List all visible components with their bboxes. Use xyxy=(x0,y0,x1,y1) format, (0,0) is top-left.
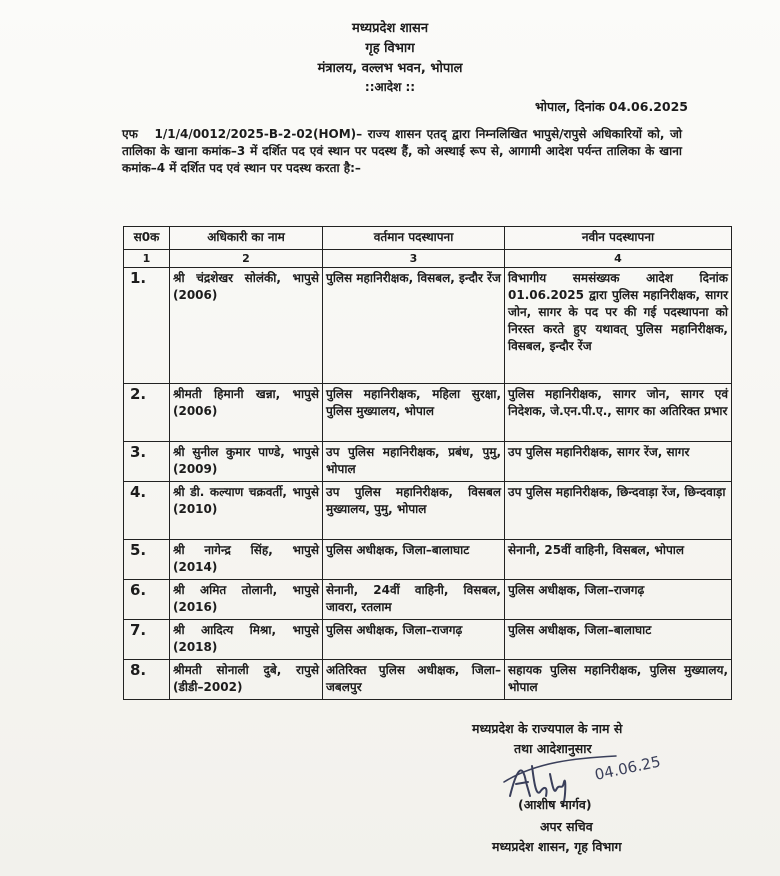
serial-number: 7. xyxy=(124,620,170,660)
new-posting: पुलिस अधीक्षक, जिला–राजगढ़ xyxy=(505,580,732,620)
table-row xyxy=(124,384,732,442)
officer-name: श्री सुनील कुमार पाण्डे, भापुसे (2009) xyxy=(170,442,323,482)
current-posting: उप पुलिस महानिरीक्षक, विसबल मुख्यालय, पुमु, भोपाल xyxy=(323,482,505,540)
officer-name: श्रीमती सोनाली दुबे, रापुसे (डीडी–2002) xyxy=(170,660,323,700)
officer-name: श्री आदित्य मिश्रा, भापुसे (2018) xyxy=(170,620,323,660)
table-row xyxy=(124,482,732,540)
col-number: 4 xyxy=(505,250,732,268)
signatory-department: मध्यप्रदेश शासन, गृह विभाग xyxy=(492,839,622,854)
governor-authority-line: मध्यप्रदेश के राज्यपाल के नाम से xyxy=(472,721,623,736)
order-intro xyxy=(122,126,682,177)
serial-number: 1. xyxy=(124,268,170,384)
table-row xyxy=(124,268,732,384)
transfer-table xyxy=(123,226,732,700)
serial-number: 3. xyxy=(124,442,170,482)
table-row xyxy=(124,580,732,620)
table-row xyxy=(124,442,732,482)
serial-number: 8. xyxy=(124,660,170,700)
table-row xyxy=(124,620,732,660)
by-order-line: तथा आदेशानुसार xyxy=(514,741,592,756)
col-number: 2 xyxy=(170,250,323,268)
col-number: 3 xyxy=(323,250,505,268)
new-posting: विभागीय समसंख्यक आदेश दिनांक 01.06.2025 द्वारा पुलिस महानिरीक्षक, सागर जोन, सागर के पद पर की गई पदस्थापना को निरस्त करते हुए यथावत् पुलिस महानिरीक्षक, विसबल, इन्दौर रेंज xyxy=(505,268,732,384)
new-posting: उप पुलिस महानिरीक्षक, छिन्दवाड़ा रेंज, छिन्दवाड़ा xyxy=(505,482,732,540)
office-address: मंत्रालय, वल्लभ भवन, भोपाल xyxy=(317,61,463,76)
col-header-officer: अधिकारी का नाम xyxy=(170,227,323,250)
table-row xyxy=(124,540,732,580)
signature-date: 04.06.25 xyxy=(593,752,663,784)
current-posting: पुलिस अधीक्षक, जिला–बालाघाट xyxy=(323,540,505,580)
current-posting: पुलिस अधीक्षक, जिला–राजगढ़ xyxy=(323,620,505,660)
new-posting: उप पुलिस महानिरीक्षक, सागर रेंज, सागर xyxy=(505,442,732,482)
signatory-name: (आशीष भार्गव) xyxy=(518,797,592,812)
officer-name: श्री चंद्रशेखर सोलंकी, भापुसे (2006) xyxy=(170,268,323,384)
file-reference: 1/1/4/0012/2025-B-2-02(HOM)– xyxy=(154,127,363,141)
serial-number: 2. xyxy=(124,384,170,442)
col-header-serial: स0क xyxy=(124,227,170,250)
new-posting: पुलिस अधीक्षक, जिला–बालाघाट xyxy=(505,620,732,660)
order-date: भोपाल, दिनांक 04.06.2025 xyxy=(534,99,688,114)
officer-name: श्री डी. कल्याण चक्रवर्ती, भापुसे (2010) xyxy=(170,482,323,540)
current-posting: पुलिस महानिरीक्षक, महिला सुरक्षा, पुलिस मुख्यालय, भोपाल xyxy=(323,384,505,442)
order-heading: ::आदेश :: xyxy=(364,80,416,94)
current-posting: उप पुलिस महानिरीक्षक, प्रबंध, पुमु, भोपाल xyxy=(323,442,505,482)
col-header-current: वर्तमान पदस्थापना xyxy=(323,227,505,250)
col-number: 1 xyxy=(124,250,170,268)
new-posting: सहायक पुलिस महानिरीक्षक, पुलिस मुख्यालय, भोपाल xyxy=(505,660,732,700)
intro-text: राज्य शासन एतद् द्वारा निम्नलिखित भापुसे/रापुसे अधिकारियों को, जो तालिका के खाना कमांक–3 में दर्शित पद एवं स्थान पर पदस्थ हैं, को अस्थाई रूप से, आगामी आदेश पर्यन्त तालिका के खाना कमांक–4 में दर्शित पद एवं स्थान पर पदस्थ करता है:– xyxy=(122,127,682,175)
officer-name: श्रीमती हिमानी खन्ना, भापुसे (2006) xyxy=(170,384,323,442)
new-posting: सेनानी, 25वीं वाहिनी, विसबल, भोपाल xyxy=(505,540,732,580)
col-header-new: नवीन पदस्थापना xyxy=(505,227,732,250)
intro-prefix: एफ xyxy=(122,127,138,141)
current-posting: अतिरिक्त पुलिस अधीक्षक, जिला–जबलपुर xyxy=(323,660,505,700)
govt-title: मध्यप्रदेश शासन xyxy=(351,21,429,36)
table-row xyxy=(124,660,732,700)
table-header-row xyxy=(124,227,732,250)
current-posting: सेनानी, 24वीं वाहिनी, विसबल, जावरा, रतलाम xyxy=(323,580,505,620)
current-posting: पुलिस महानिरीक्षक, विसबल, इन्दौर रेंज xyxy=(323,268,505,384)
officer-name: श्री नागेन्द्र सिंह, भापुसे (2014) xyxy=(170,540,323,580)
serial-number: 5. xyxy=(124,540,170,580)
serial-number: 6. xyxy=(124,580,170,620)
column-number-row xyxy=(124,250,732,268)
officer-name: श्री अमित तोलानी, भापुसे (2016) xyxy=(170,580,323,620)
new-posting: पुलिस महानिरीक्षक, सागर जोन, सागर एवं निदेशक, जे.एन.पी.ए., सागर का अतिरिक्त प्रभार xyxy=(505,384,732,442)
department-title: गृह विभाग xyxy=(365,41,415,56)
serial-number: 4. xyxy=(124,482,170,540)
signatory-designation: अपर सचिव xyxy=(540,819,593,834)
